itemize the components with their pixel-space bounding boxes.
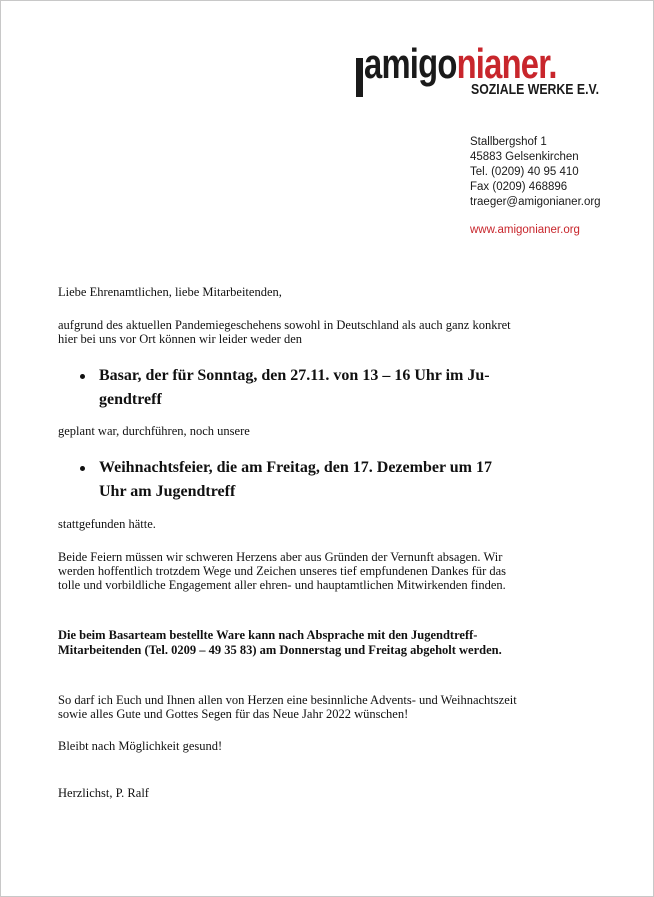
address-email: traeger@amigonianer.org — [470, 196, 601, 208]
address-city: 45883 Gelsenkirchen — [470, 151, 579, 163]
salutation: Liebe Ehrenamtlichen, liebe Mitarbeitenden, — [58, 285, 282, 299]
address-street: Stallbergshof 1 — [470, 136, 547, 148]
intro-line-2: hier bei uns vor Ort können wir leider weder den — [58, 332, 303, 346]
closing-signature: Herzlichst, P. Ralf — [58, 786, 149, 800]
intro-line-1: aufgrund des aktuellen Pandemiegeschehens sowohl in Deutschland als auch ganz konkret — [58, 318, 511, 332]
bullet-basar-line-2: gendtreff — [99, 391, 162, 408]
logo-wordmark — [364, 42, 557, 86]
address-tel: Tel. (0209) 40 95 410 — [470, 166, 579, 178]
wishes-line-1: So darf ich Euch und Ihnen allen von Herzen eine besinnliche Advents- und Weihnachtszeit — [58, 693, 517, 707]
organization-logo — [356, 40, 600, 102]
sender-address — [470, 135, 601, 210]
logo-word-dark: amigo — [364, 40, 457, 87]
stay-healthy: Bleibt nach Möglichkeit gesund! — [58, 739, 223, 753]
paragraph-1-line-3: tolle und vorbildliche Engagement aller ehren- und hauptamtlichen Mitwirkenden finden. — [58, 578, 506, 592]
paragraph-1-line-2: werden hoffentlich trotzdem Wege und Zeichen unseres tief empfundenen Dankes für das — [58, 564, 507, 578]
bullet-basar-line-1: Basar, der für Sonntag, den 27.11. von 13 – 16 Uhr im Ju- — [99, 367, 490, 384]
website-link[interactable]: www.amigonianer.org — [470, 224, 580, 236]
wishes-line-2: sowie alles Gute und Gottes Segen für das Neue Jahr 2022 wünschen! — [58, 707, 409, 721]
pickup-notice-line-1: Die beim Basarteam bestellte Ware kann nach Absprache mit den Jugendtreff- — [58, 628, 478, 642]
bullet-dot — [80, 374, 85, 379]
logo-word-red: nianer. — [456, 40, 557, 87]
after-bullets-text: stattgefunden hätte. — [58, 517, 156, 531]
logo-tagline: SOZIALE WERKE E.V. — [471, 81, 600, 98]
bullet-weihnachtsfeier-line-2: Uhr am Jugendtreff — [99, 483, 236, 500]
address-fax: Fax (0209) 468896 — [470, 181, 568, 193]
bullet-dot — [80, 466, 85, 471]
pickup-notice-line-2: Mitarbeitenden (Tel. 0209 – 49 35 83) am Donnerstag und Freitag abgeholt werden. — [58, 643, 502, 657]
between-text: geplant war, durchführen, noch unsere — [58, 424, 250, 438]
paragraph-1-line-1: Beide Feiern müssen wir schweren Herzens aber aus Gründen der Vernunft absagen. Wir — [58, 550, 503, 564]
logo-bar — [356, 58, 363, 97]
bullet-weihnachtsfeier-line-1: Weihnachtsfeier, die am Freitag, den 17. Dezember um 17 — [99, 459, 492, 476]
